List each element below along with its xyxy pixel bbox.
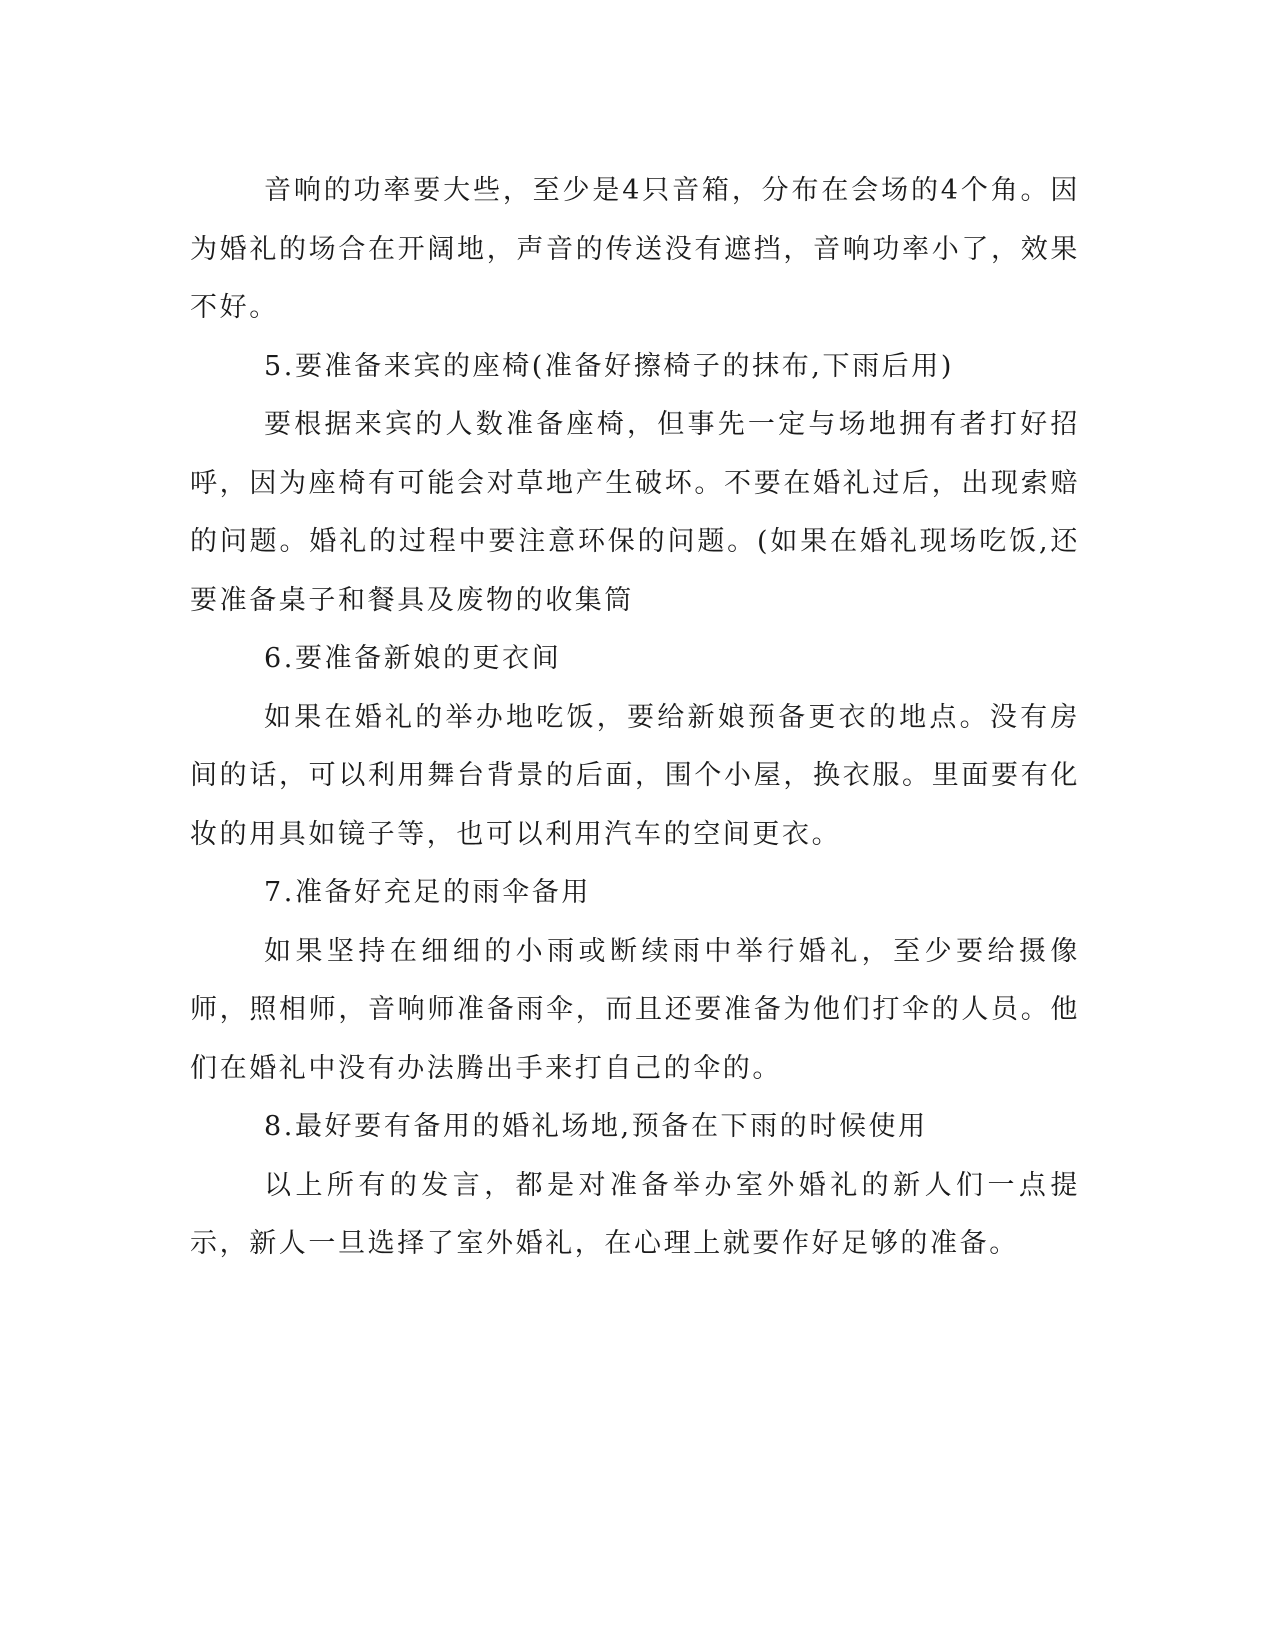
paragraph-bride-dressing-room: 如果在婚礼的举办地吃饭，要给新娘预备更衣的地点。没有房间的话，可以利用舞台背景的后面，围个小屋，换衣服。里面要有化妆的用具如镜子等，也可以利用汽车的空间更衣。 <box>190 701 1080 850</box>
paragraph-guest-chairs: 要根据来宾的人数准备座椅，但事先一定与场地拥有者打好招呼，因为座椅有可能会对草地产生破坏。不要在婚礼过后，出现索赔的问题。婚礼的过程中要注意环保的问题。(如果在婚礼现场吃饭,还要准备桌子和餐具及废物的收集筒 <box>190 409 1080 616</box>
paragraph-conclusion: 以上所有的发言，都是对准备举办室外婚礼的新人们一点提示，新人一旦选择了室外婚礼，在心理上就要作好足够的准备。 <box>190 1169 1080 1259</box>
heading-backup-venue: 8.最好要有备用的婚礼场地,预备在下雨的时候使用 <box>264 1111 928 1142</box>
paragraph-speaker-power: 音响的功率要大些，至少是4只音箱，分布在会场的4个角。因为婚礼的场合在开阔地，声音的传送没有遮挡，音响功率小了，效果不好。 <box>190 175 1080 323</box>
document-body <box>190 162 1080 1274</box>
heading-guest-chairs: 5.要准备来宾的座椅(准备好擦椅子的抹布,下雨后用) <box>264 350 955 382</box>
heading-umbrellas: 7.准备好充足的雨伞备用 <box>264 877 591 908</box>
heading-bride-dressing-room: 6.要准备新娘的更衣间 <box>264 643 562 674</box>
paragraph-umbrellas: 如果坚持在细细的小雨或断续雨中举行婚礼，至少要给摄像师，照相师，音响师准备雨伞，而且还要准备为他们打伞的人员。他们在婚礼中没有办法腾出手来打自己的伞的。 <box>190 935 1080 1084</box>
